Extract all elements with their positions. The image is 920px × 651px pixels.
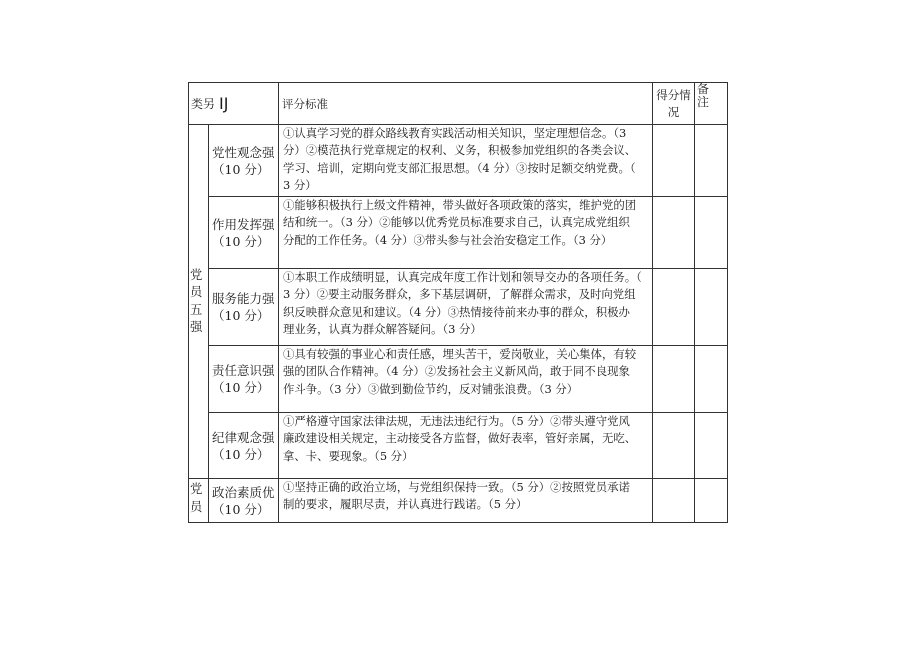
category-header-label: 类另 [191,97,216,111]
criteria-line: ①本职工作成绩明显，认真完成年度工作计划和领导交办的各项任务。（ [283,270,642,284]
remark-cell [695,125,728,197]
item-cell [209,413,279,479]
criteria-line: 学习、培训，定期向党支部汇报思想。（4 分）③按时足额交纳党费。（ [283,160,636,175]
score-header-label: 得分情况 [656,87,691,119]
item-name: 纪律观念强 [212,429,275,445]
criteria-cell [279,269,653,346]
criteria-line: 制的要求，履职尽责，并认真进行践诺。（5 分） [283,497,528,512]
criteria-line: ①坚持正确的政治立场，与党组织保持一致。（5 分）②按照党员承诺 [283,480,630,494]
criteria-line: ①严格遵守国家法律法规，无违法违纪行为。（5 分）②带头遵守党风 [283,414,630,428]
item-points: （10 分） [212,501,270,517]
criteria-line: 分配的工作任务。（4 分）③带头参与社会治安稳定工作。（3 分） [283,232,613,247]
category-header-suffix: IJ [219,94,229,113]
criteria-line: ①具有较强的事业心和责任感，埋头苦干，爱岗敬业，关心集体，有较 [283,347,637,361]
item-points: （10 分） [212,308,270,323]
criteria-header [279,83,653,125]
criteria-line: 廉政建设相关规定，主动接受各方监督，做好表率，管好亲属，无吃、 [283,431,637,446]
criteria-header-label: 评分标准 [282,96,328,111]
criteria-cell [279,346,653,413]
criteria-line: 结和统一。（3 分）②能够以优秀党员标准要求自己，认真完成党组织 [283,215,630,230]
remark-header-label: 备注 [697,83,710,109]
remark-cell [695,197,728,269]
score-cell [653,125,695,197]
remark-cell [695,479,728,523]
item-cell [209,269,279,346]
criteria-cell [279,125,653,197]
item-cell [209,125,279,197]
item-cell [209,479,279,523]
score-cell [653,413,695,479]
criteria-line: 作斗争。（3 分）③做到勤俭节约，反对铺张浪费。（3 分） [283,381,579,396]
score-cell [653,346,695,413]
criteria-line: 理业务，认真为群众解答疑问。（3 分） [283,321,482,336]
score-cell [653,269,695,346]
item-cell [209,346,279,413]
remark-cell [695,269,728,346]
criteria-cell [279,197,653,269]
item-cell [209,197,279,269]
group-label [189,125,209,479]
item-points: （10 分） [212,161,270,177]
item-name: 作用发挥强 [212,216,275,232]
item-points: （10 分） [212,380,270,395]
criteria-line: ①认真学习党的群众路线教育实践活动相关知识，坚定理想信念。（3 [283,126,627,140]
score-header [653,83,695,125]
criteria-cell [279,413,653,479]
score-cell [653,479,695,523]
criteria-line: 织反映群众意见和建议。（4 分）③热情接待前来办事的群众，积极办 [283,304,630,319]
item-points: （10 分） [212,233,270,249]
item-name: 党性观念强 [212,144,275,160]
score-cell [653,197,695,269]
scoring-table [188,82,728,523]
criteria-line: 分）②模范执行党章规定的权利、义务，积极参加党组织的各类会议、 [283,143,637,158]
remark-header [695,83,728,125]
item-name: 责任意识强 [212,363,275,378]
group-label-text: 党员 [190,482,203,514]
group-label-text: 党员五强 [190,267,203,334]
remark-cell [695,346,728,413]
criteria-line: ①能够积极执行上级文件精神，带头做好各项政策的落实，维护党的团 [283,198,637,212]
criteria-line: 强的团队合作精神。（4 分）②发扬社会主义新风尚，敢于同不良现象 [283,364,630,379]
item-points: （10 分） [212,446,270,462]
criteria-line: 3 分） [283,177,317,192]
group-label [189,479,209,523]
item-name: 政治素质优 [212,484,275,500]
category-header [189,83,279,125]
item-name: 服务能力强 [212,291,275,306]
criteria-line: 3 分）②要主动服务群众，多下基层调研，了解群众需求，及时向党组 [283,287,636,302]
criteria-cell [279,479,653,523]
criteria-line: 拿、卡、要现象。（5 分） [283,448,414,463]
remark-cell [695,413,728,479]
